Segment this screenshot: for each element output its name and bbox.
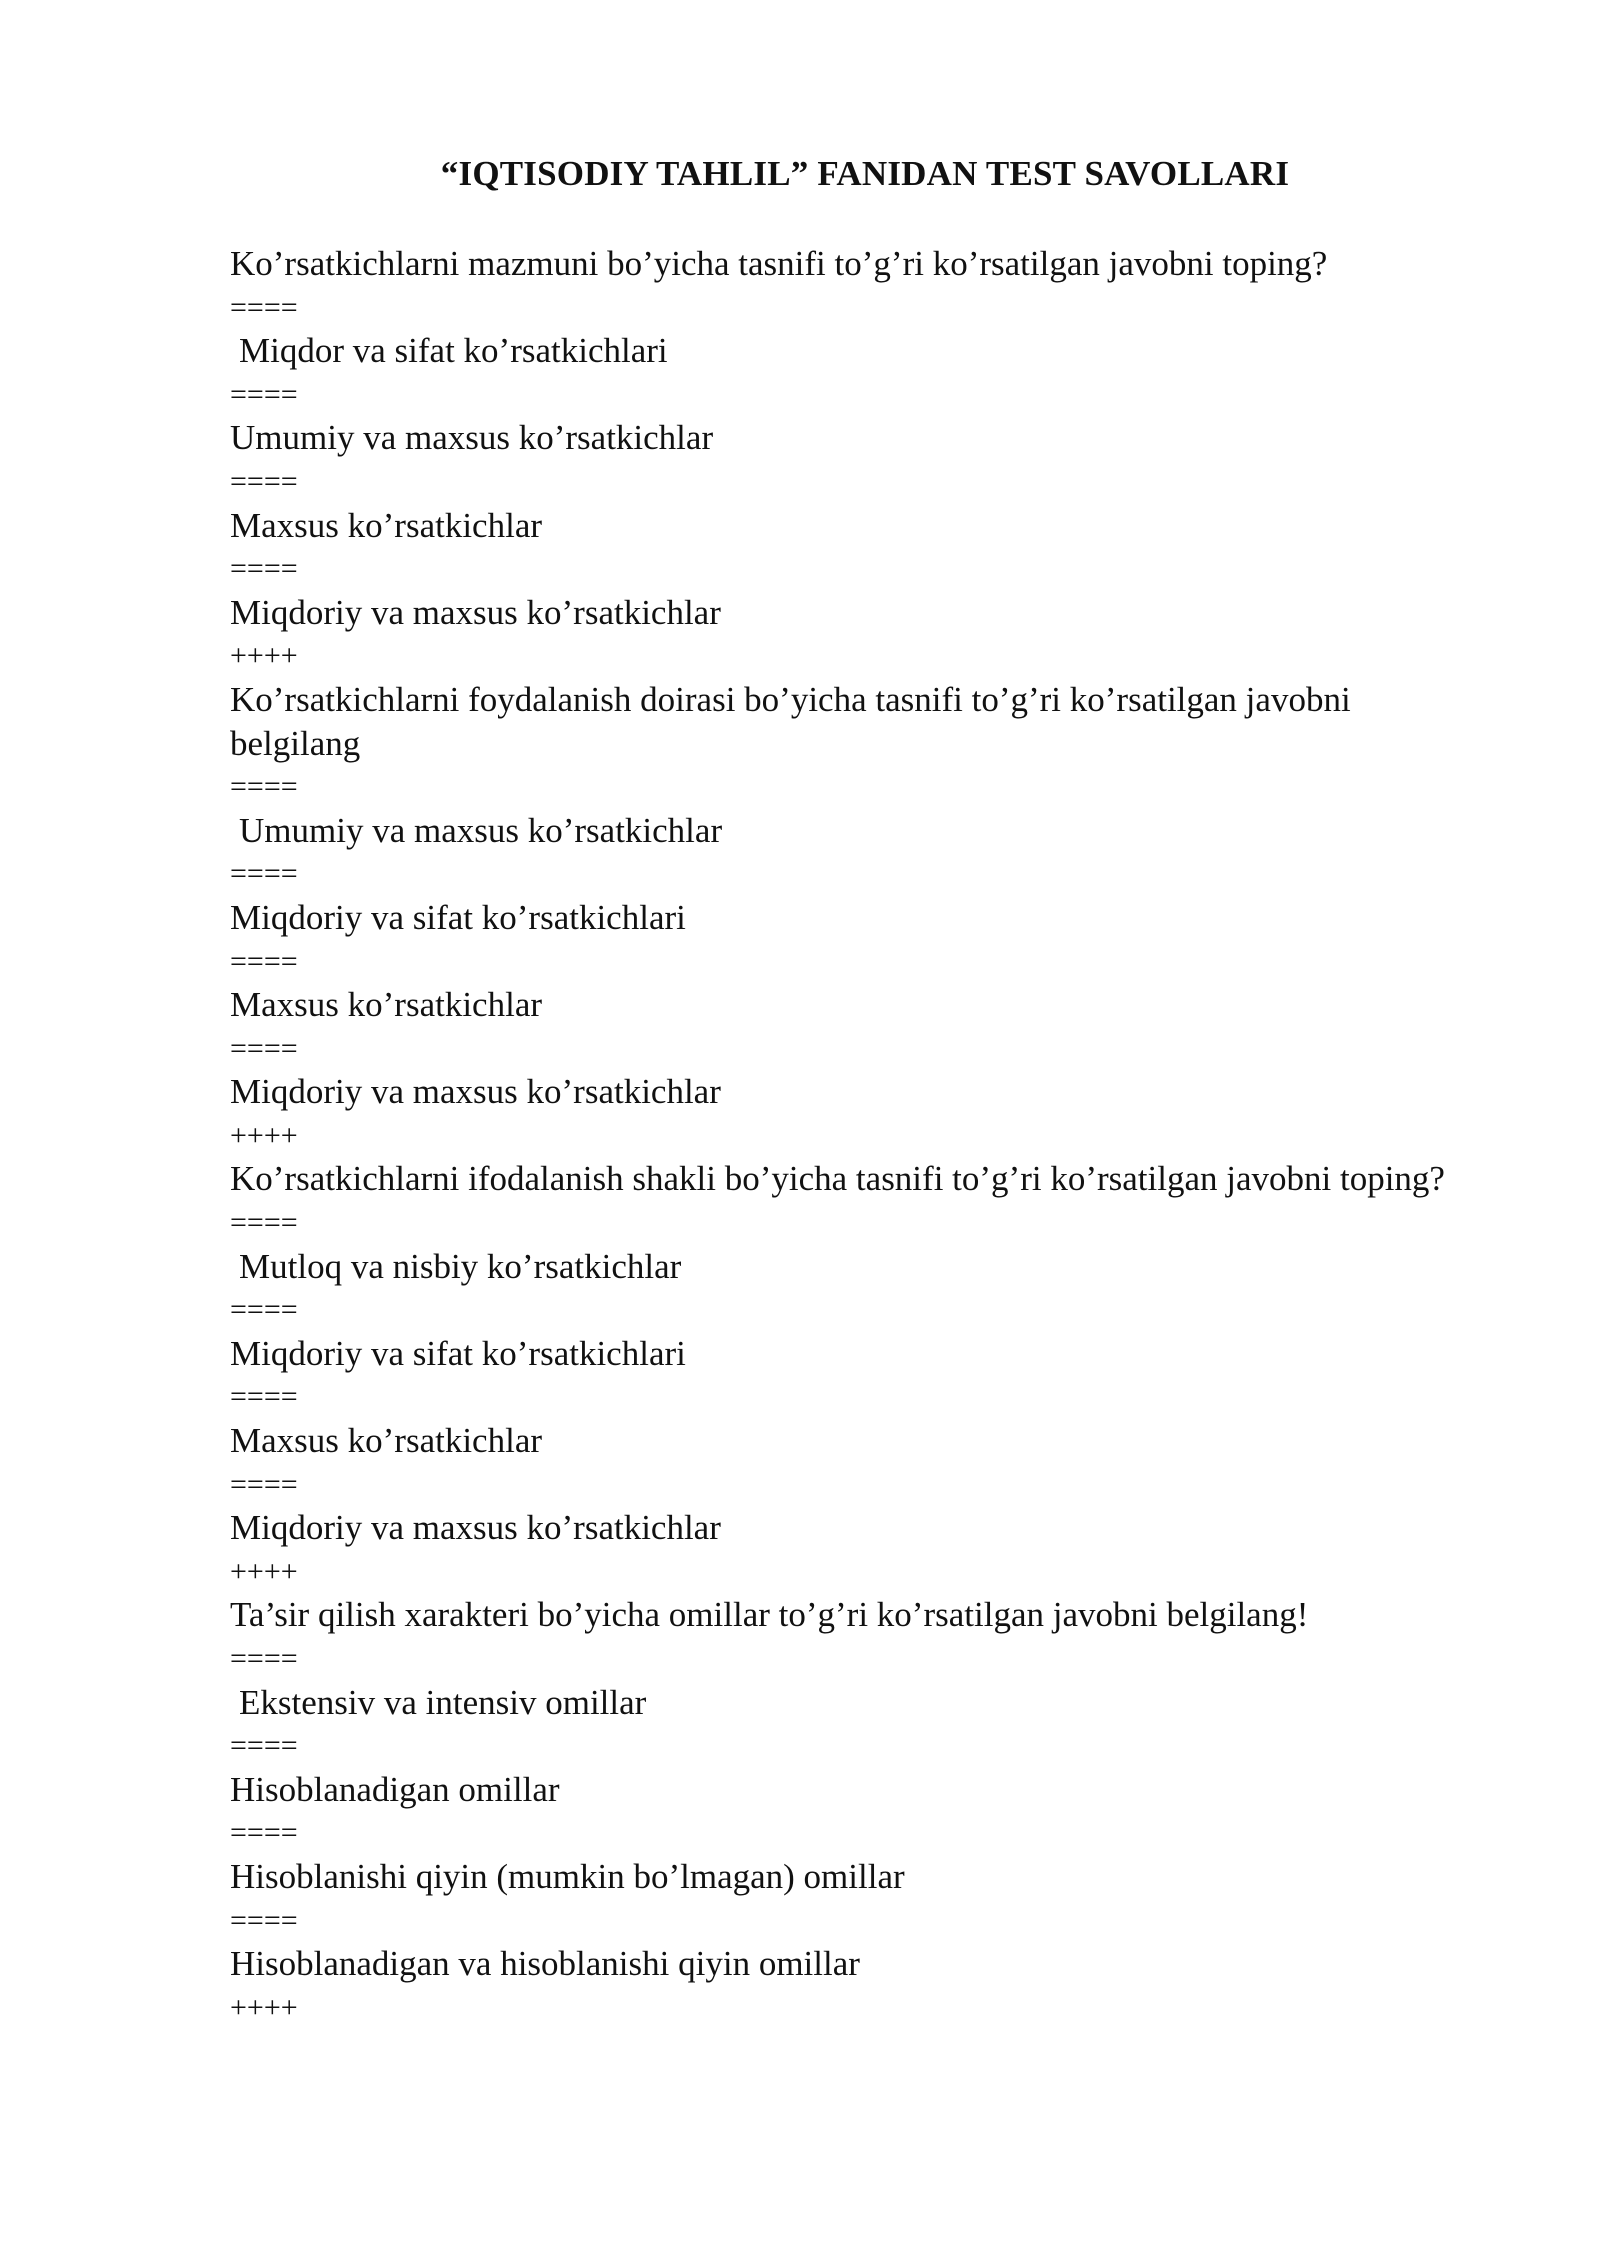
separator-line: ==== xyxy=(230,290,298,324)
separator-line: ++++ xyxy=(230,1990,298,2024)
answer-line: Miqdoriy va maxsus ko’rsatkichlar xyxy=(230,1508,721,1548)
separator-line: ==== xyxy=(230,857,298,891)
separator-line: ==== xyxy=(230,1380,298,1414)
answer-line: Hisoblanadigan va hisoblanishi qiyin omillar xyxy=(230,1944,860,1984)
separator-line: ==== xyxy=(230,552,298,586)
answer-line: Hisoblanishi qiyin (mumkin bo’lmagan) omillar xyxy=(230,1856,905,1896)
separator-line: ==== xyxy=(230,1031,298,1065)
separator-line: ==== xyxy=(230,1903,298,1937)
answer-line: Maxsus ko’rsatkichlar xyxy=(230,505,543,545)
separator-line: ==== xyxy=(230,944,298,978)
separator-line: ==== xyxy=(230,1206,298,1240)
answer-line: Miqdoriy va maxsus ko’rsatkichlar xyxy=(230,1072,721,1112)
separator-line: ==== xyxy=(230,1816,298,1850)
answer-line: Umumiy va maxsus ko’rsatkichlar xyxy=(230,418,714,458)
answer-line: Umumiy va maxsus ko’rsatkichlar xyxy=(239,810,723,850)
answer-line: Mutloq va nisbiy ko’rsatkichlar xyxy=(239,1246,682,1286)
separator-line: ==== xyxy=(230,1293,298,1327)
separator-line: ==== xyxy=(230,1467,298,1501)
separator-line: ++++ xyxy=(230,1554,298,1588)
question-line: Ko’rsatkichlarni ifodalanish shakli bo’yicha tasnifi to’g’ri ko’rsatilgan javobni toping? xyxy=(230,1159,1445,1199)
answer-line: Ekstensiv va intensiv omillar xyxy=(239,1682,647,1722)
document-body xyxy=(230,242,1480,2029)
separator-line: ++++ xyxy=(230,639,298,673)
answer-line: Hisoblanadigan omillar xyxy=(230,1769,560,1809)
answer-line: Maxsus ko’rsatkichlar xyxy=(230,985,543,1025)
separator-line: ==== xyxy=(230,377,298,411)
question-line: Ko’rsatkichlarni foydalanish doirasi bo’yicha tasnifi to’g’ri ko’rsatilgan javobni belgilang xyxy=(230,679,1360,763)
question-line: Ko’rsatkichlarni mazmuni bo’yicha tasnifi to’g’ri ko’rsatilgan javobni toping? xyxy=(230,244,1328,283)
question-line: Ta’sir qilish xarakteri bo’yicha omillar to’g’ri ko’rsatilgan javobni belgilang! xyxy=(230,1595,1309,1635)
answer-line: Miqdor va sifat ko’rsatkichlari xyxy=(239,331,668,371)
separator-line: ==== xyxy=(230,1642,298,1675)
separator-line: ==== xyxy=(230,1729,298,1763)
answer-line: Miqdoriy va sifat ko’rsatkichlari xyxy=(230,897,686,937)
separator-line: ++++ xyxy=(230,1118,298,1152)
separator-line: ==== xyxy=(230,464,298,498)
answer-line: Miqdoriy va maxsus ko’rsatkichlar xyxy=(230,592,721,632)
page-title: “IQTISODIY TAHLIL” FANIDAN TEST SAVOLLARI xyxy=(440,154,1290,193)
answer-line: Miqdoriy va sifat ko’rsatkichlari xyxy=(230,1333,686,1373)
separator-line: ==== xyxy=(230,770,298,804)
answer-line: Maxsus ko’rsatkichlar xyxy=(230,1421,543,1461)
